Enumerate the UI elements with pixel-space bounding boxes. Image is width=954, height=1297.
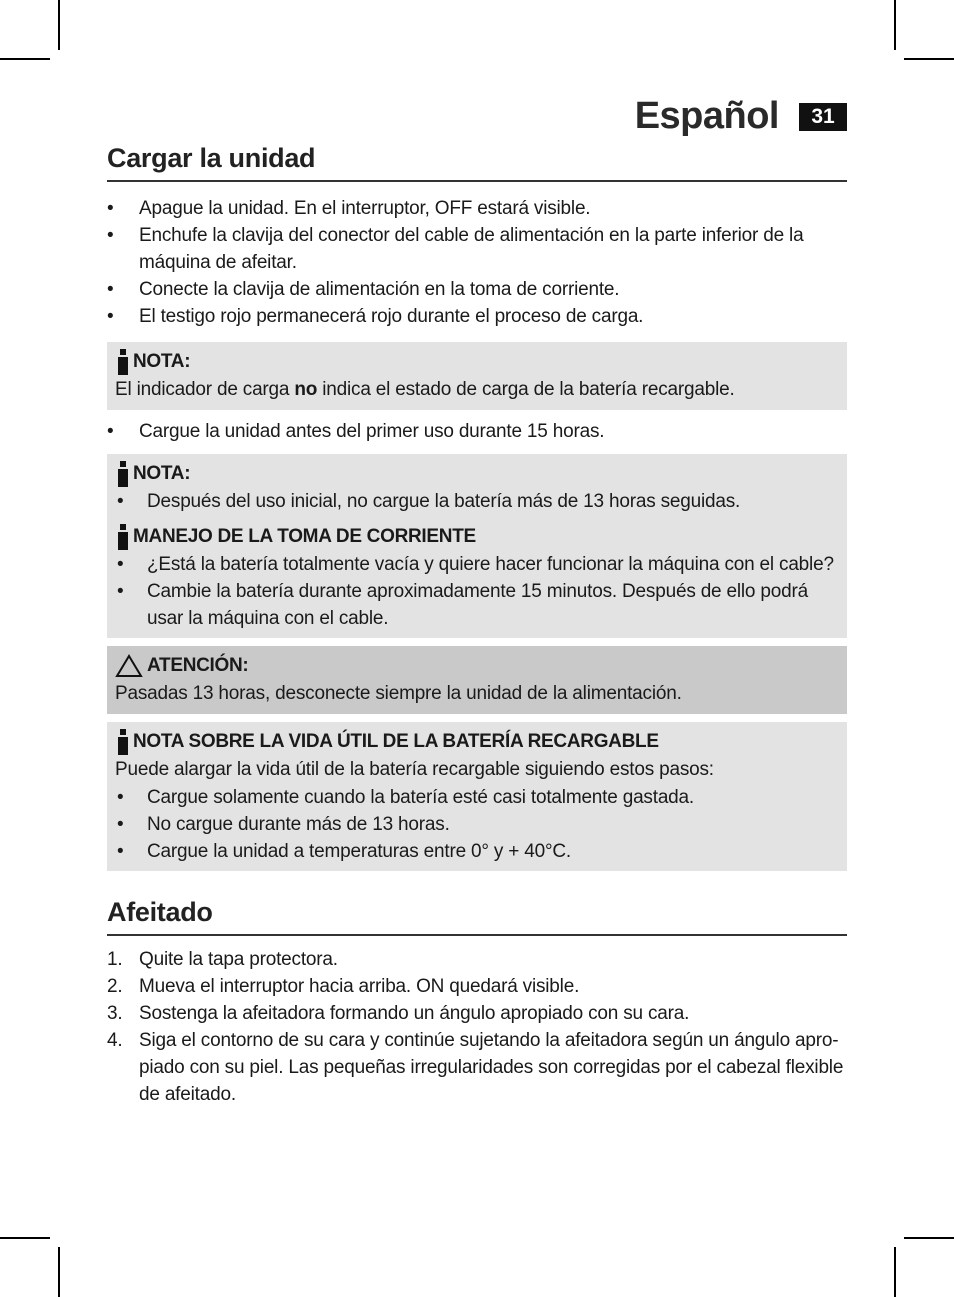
battery-note-title-row: [115, 728, 839, 756]
step-number: 4.: [107, 1030, 123, 1051]
attention-title-row: [115, 652, 839, 680]
bullet-mark: •: [107, 198, 114, 219]
bullet-mark: •: [117, 581, 124, 602]
list-item: [107, 276, 847, 303]
list-item: [107, 418, 847, 445]
crop-mark: [58, 1247, 60, 1297]
note-subtitle-row: [115, 523, 839, 551]
crop-mark: [904, 58, 954, 60]
list-item-text: El testigo rojo permanecerá rojo durante el proceso de carga.: [139, 306, 644, 327]
bullet-mark: •: [107, 421, 114, 442]
note-sub-bullet-list: [115, 551, 839, 632]
note-box: [107, 454, 847, 638]
bullet-mark: •: [117, 787, 124, 808]
section-title-shave: Afeitado: [107, 897, 847, 936]
page-header: [635, 95, 847, 138]
shave-section: [107, 897, 847, 1108]
list-item: [107, 195, 847, 222]
attention-text: Pasadas 13 horas, desconecte siempre la unidad de la alimentación.: [115, 683, 682, 704]
list-item-text: Apague la unidad. En el interruptor, OFF estará visible.: [139, 198, 591, 219]
attention-box: [107, 646, 847, 714]
step-text: Quite la tapa protectora.: [139, 949, 338, 970]
note-bullet-list: [115, 488, 839, 515]
step-number: 2.: [107, 976, 123, 997]
crop-mark: [0, 1237, 50, 1239]
bullet-mark: •: [117, 491, 124, 512]
list-item-text: No cargue durante más de 13 horas.: [147, 814, 450, 835]
note-subtitle: MANEJO DE LA TOMA DE CORRIENTE: [133, 526, 476, 547]
warning-triangle-icon: [115, 654, 143, 678]
charge-bullet-list: [107, 195, 847, 330]
crop-mark: [58, 0, 60, 50]
list-item: [115, 784, 839, 811]
charge-bullet-list-2: [107, 418, 847, 445]
note-title: NOTA:: [133, 463, 191, 484]
step-item: [107, 946, 847, 973]
note-text-emphasis: no: [294, 379, 318, 400]
list-item: [107, 222, 847, 276]
list-item-text: Enchufe la clavija del conector del cable de alimentación en la parte inferior de la máquina de afeitar.: [139, 225, 804, 273]
step-number: 1.: [107, 949, 123, 970]
step-text: Sostenga la afeitadora formando un ángulo apropiado con su cara.: [139, 1003, 690, 1024]
bullet-mark: •: [107, 306, 114, 327]
language-title: Español: [634, 95, 779, 137]
list-item-text: Cambie la batería durante aproximadamente 15 minutos. Después de ello podrá usar la máquina con el cable.: [147, 581, 808, 629]
note-text: [115, 376, 839, 404]
step-text: Mueva el interruptor hacia arriba. ON quedará visible.: [139, 976, 580, 997]
info-icon: [115, 729, 131, 755]
bullet-mark: •: [107, 225, 114, 246]
list-item-text: Cargue solamente cuando la batería esté casi totalmente gastada.: [147, 787, 694, 808]
note-text-part: El indicador de carga: [115, 379, 295, 400]
battery-note-bullet-list: [115, 784, 839, 865]
bullet-mark: •: [117, 841, 124, 862]
crop-mark: [904, 1237, 954, 1239]
crop-mark: [894, 1247, 896, 1297]
note-text-part: indica el estado de carga de la batería recargable.: [317, 379, 735, 400]
step-item: [107, 1000, 847, 1027]
list-item: [115, 838, 839, 865]
list-item: [115, 811, 839, 838]
section-title-charge: Cargar la unidad: [107, 143, 847, 182]
bullet-mark: •: [117, 814, 124, 835]
list-item-text: Cargue la unidad a temperaturas entre 0° y + 40°C.: [147, 841, 571, 862]
note-title-row: [115, 348, 839, 376]
info-icon: [115, 524, 131, 550]
shave-step-list: [107, 946, 847, 1108]
list-item-text: Conecte la clavija de alimentación en la toma de corriente.: [139, 279, 620, 300]
battery-note-intro: Puede alargar la vida útil de la batería recargable siguiendo estos pasos:: [115, 759, 714, 780]
step-text: Siga el contorno de su cara y continúe sujetando la afeitadora según un ángulo apro-piado con su piel. Las pequeñas irregularidades son corregidas por el cabezal flexible de afeitado.: [139, 1030, 844, 1105]
info-icon: [115, 461, 131, 487]
bullet-mark: •: [117, 554, 124, 575]
bullet-mark: •: [107, 279, 114, 300]
battery-note-title: NOTA SOBRE LA VIDA ÚTIL DE LA BATERÍA RECARGABLE: [133, 731, 659, 752]
note-box: [107, 342, 847, 410]
page-number-badge: 31: [799, 103, 847, 131]
list-item: [115, 578, 839, 632]
list-item-text: Después del uso inicial, no cargue la batería más de 13 horas seguidas.: [147, 491, 741, 512]
crop-mark: [0, 58, 50, 60]
step-item: [107, 973, 847, 1000]
info-icon: [115, 349, 131, 375]
crop-mark: [894, 0, 896, 50]
step-number: 3.: [107, 1003, 123, 1024]
list-item: [107, 303, 847, 330]
note-title-row: [115, 460, 839, 488]
list-item-text: Cargue la unidad antes del primer uso durante 15 horas.: [139, 421, 605, 442]
step-item: [107, 1027, 847, 1108]
charge-section: [107, 143, 847, 871]
list-item: [115, 488, 839, 515]
note-title: NOTA:: [133, 351, 191, 372]
list-item: [115, 551, 839, 578]
attention-title: ATENCIÓN:: [147, 655, 249, 676]
battery-note-box: [107, 722, 847, 871]
list-item-text: ¿Está la batería totalmente vacía y quiere hacer funcionar la máquina con el cable?: [147, 554, 834, 575]
